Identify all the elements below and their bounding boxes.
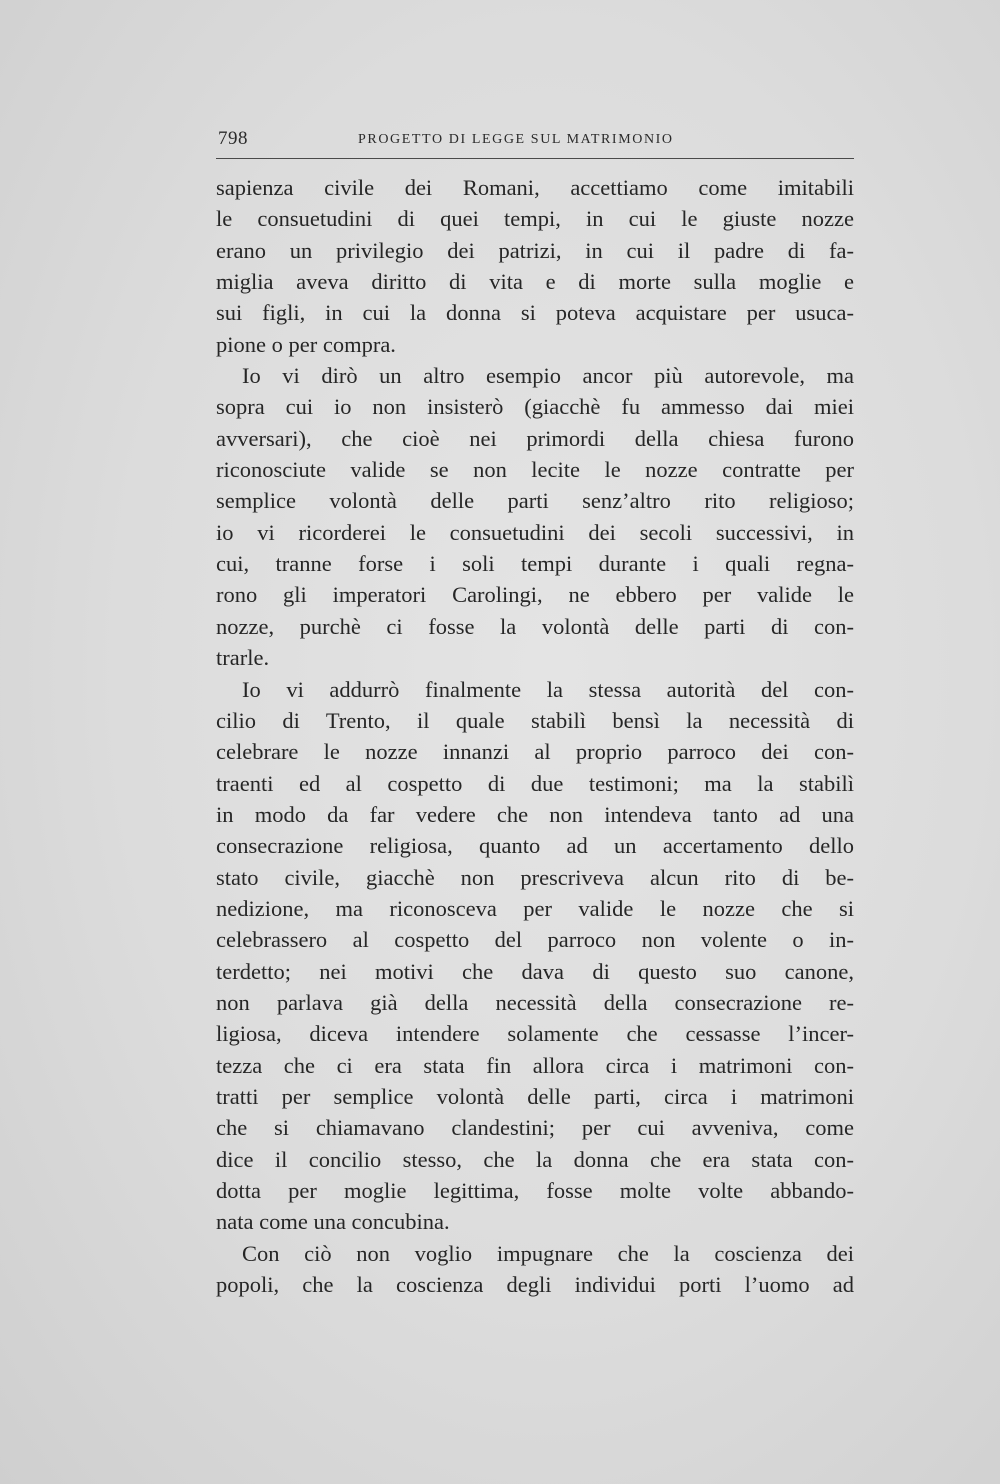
text-line: le consuetudini di quei tempi, in cui le giuste nozze	[216, 206, 854, 232]
text-line: Io vi dirò un altro esempio ancor più autorevole, ma	[242, 363, 854, 389]
text-line: Con ciò non voglio impugnare che la coscienza dei	[242, 1240, 854, 1266]
text-line: celebrassero al cospetto del parroco non volente o in-	[216, 927, 854, 953]
text-line: nozze, purchè ci fosse la volontà delle parti di con-	[216, 613, 854, 639]
text-line: sapienza civile dei Romani, accettiamo come imitabili	[216, 175, 854, 200]
text-line: tratti per semplice volontà delle parti, circa i matrimoni	[216, 1083, 854, 1109]
text-line: rono gli imperatori Carolingi, ne ebbero per valide le	[216, 582, 854, 608]
text-line: tezza che ci era stata fin allora circa i matrimoni con-	[216, 1052, 854, 1078]
text-line: erano un privilegio dei patrizi, in cui il padre di fa-	[216, 237, 854, 263]
running-title: PROGETTO DI LEGGE SUL MATRIMONIO	[358, 132, 674, 147]
page-number: 798	[218, 128, 248, 149]
text-line: cilio di Trento, il quale stabilì bensì la necessità di	[216, 707, 854, 733]
text-line: celebrare le nozze innanzi al proprio parroco dei con-	[216, 739, 854, 765]
text-line: pione o per compra.	[216, 331, 396, 357]
text-line: non parlava già della necessità della consecrazione re-	[216, 989, 854, 1015]
text-line: consecrazione religiosa, quanto ad un accertamento dello	[216, 833, 854, 859]
text-line: riconosciute valide se non lecite le nozze contratte per	[216, 457, 854, 483]
text-line: Io vi addurrò finalmente la stessa autorità del con-	[242, 676, 854, 702]
text-line: stato civile, giacchè non prescriveva alcun rito di be-	[216, 864, 854, 890]
text-line: ligiosa, diceva intendere solamente che cessasse l’incer-	[216, 1021, 854, 1047]
text-line: nata come una concubina.	[216, 1209, 450, 1235]
text-line: sopra cui io non insisterò (giacchè fu ammesso dai miei	[216, 394, 854, 420]
text-line: in modo da far vedere che non intendeva tanto ad una	[216, 801, 854, 827]
text-line: traenti ed al cospetto di due testimoni; ma la stabilì	[216, 770, 854, 796]
text-line: semplice volontà delle parti senz’altro rito religioso;	[216, 488, 854, 514]
text-line: avversari), che cioè nei primordi della chiesa furono	[216, 425, 854, 451]
text-line: nedizione, ma riconosceva per valide le nozze che si	[216, 895, 854, 921]
text-line: miglia aveva diritto di vita e di morte sulla moglie e	[216, 269, 854, 295]
text-line: che si chiamavano clandestini; per cui avveniva, come	[216, 1115, 854, 1141]
text-line: trarle.	[216, 645, 270, 671]
header-rule	[216, 158, 854, 159]
text-line: dice il concilio stesso, che la donna che era stata con-	[216, 1146, 854, 1172]
text-line: cui, tranne forse i soli tempi durante i quali regna-	[216, 551, 854, 577]
body-text	[216, 172, 854, 1300]
text-line: terdetto; nei motivi che dava di questo suo canone,	[216, 958, 854, 984]
running-head	[216, 124, 856, 156]
text-line: popoli, che la coscienza degli individui porti l’uomo ad	[216, 1272, 854, 1298]
text-line: dotta per moglie legittima, fosse molte volte abbando-	[216, 1178, 854, 1203]
text-line: sui figli, in cui la donna si poteva acquistare per usuca-	[216, 300, 854, 326]
text-line: io vi ricorderei le consuetudini dei secoli successivi, in	[216, 519, 854, 545]
